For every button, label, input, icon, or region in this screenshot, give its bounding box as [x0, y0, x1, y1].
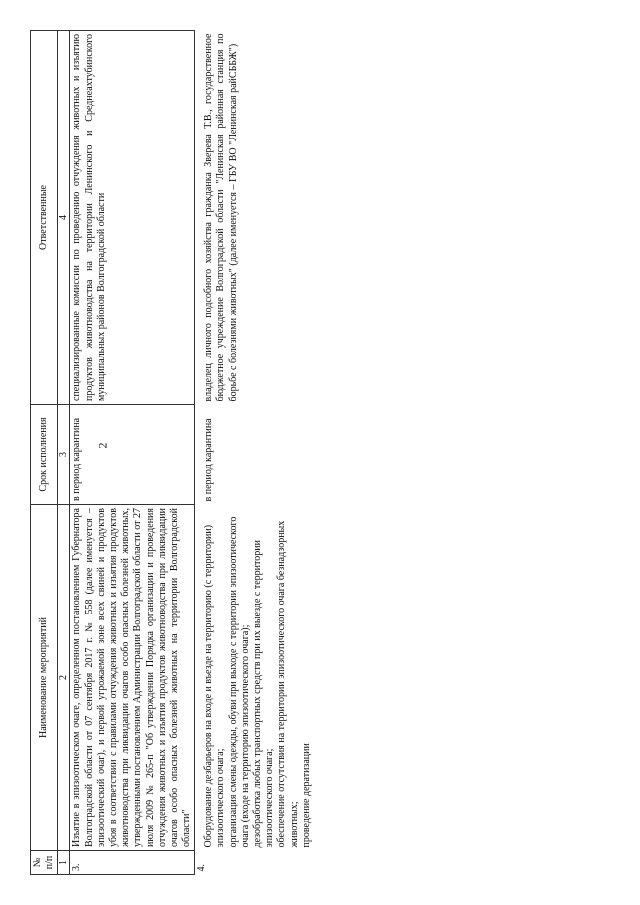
row-number: 3. [70, 851, 195, 875]
header-number: № п/п [31, 851, 58, 875]
header-row [31, 31, 58, 875]
column-index-2: 2 [58, 505, 70, 851]
column-index-3: 3 [58, 405, 70, 505]
rotated-page-content [30, 31, 312, 875]
table-row [195, 31, 314, 875]
column-index-row [58, 31, 70, 875]
measure-line: обеспечение отсутствия на территории эпизоотического очага безнадзорных животных; [276, 520, 300, 848]
header-term: Срок исполнения [31, 405, 58, 505]
measure-list [195, 505, 314, 851]
measure-line: проведение дератизации [300, 743, 312, 848]
term-text: в период карантина [203, 418, 215, 502]
header-measures: Наименование мероприятий [31, 505, 58, 851]
table-row [70, 31, 195, 875]
row-number: 4. [196, 864, 208, 872]
column-index-1: 1 [58, 851, 70, 875]
measure-line: организация смены одежды, обуви при выходе с территории эпизоотического очага (входе на территорию эпизоотического очага); [227, 516, 251, 848]
header-responsible: Ответственные [31, 31, 58, 405]
responsible-text: специализированные комиссии по проведению отчуждения животных и изъятию продуктов животноводства на территории Ленинского и Среднеахтубинского муниципальных районов Волгоградской области [70, 31, 195, 405]
column-index-4: 4 [58, 31, 70, 405]
measures-table [30, 30, 314, 875]
measure-line: дезобработка любых транспортных средств при их выезде с территории эпизоотического очага; [252, 540, 276, 848]
measure-text: Изъятие в эпизоотическом очаге, определенном постановлением Губернатора Волгоградской области от 07 сентября 2017 г. № 558 (далее именуется – эпизоотический очаг), и первой угрожаемой зоне всех свиней и продуктов убоя в соответствии с правилами отчуждения животных и изъятия продуктов животноводства при ликвидации очагов особо опасных болезней животных, утвержденными постановлением Администрации Волгоградской области от 27 июля 2009 № 265-п "Об утверждении Порядка организации и проведения отчуждения животных и изъятия продуктов животноводства при ликвидации очагов особо опасных болезней животных на территории Волгоградской области" [70, 505, 195, 851]
term-text: в период карантина [70, 405, 195, 505]
page-number: 2 [95, 442, 110, 449]
responsible-text: владелец личного подсобного хозяйства гражданка Зверева Т.В., государственное бюджетное учреждение Волгоградской области "Ленинская районная станция по борьбе с болезнями животных" (далее именуется – ГБУ ВО "Ленинская райСББЖ") [203, 33, 239, 402]
measure-line: Оборудование дезбарьеров на входе и въезде на территорию (с территории) эпизоотического очага; [203, 524, 227, 848]
